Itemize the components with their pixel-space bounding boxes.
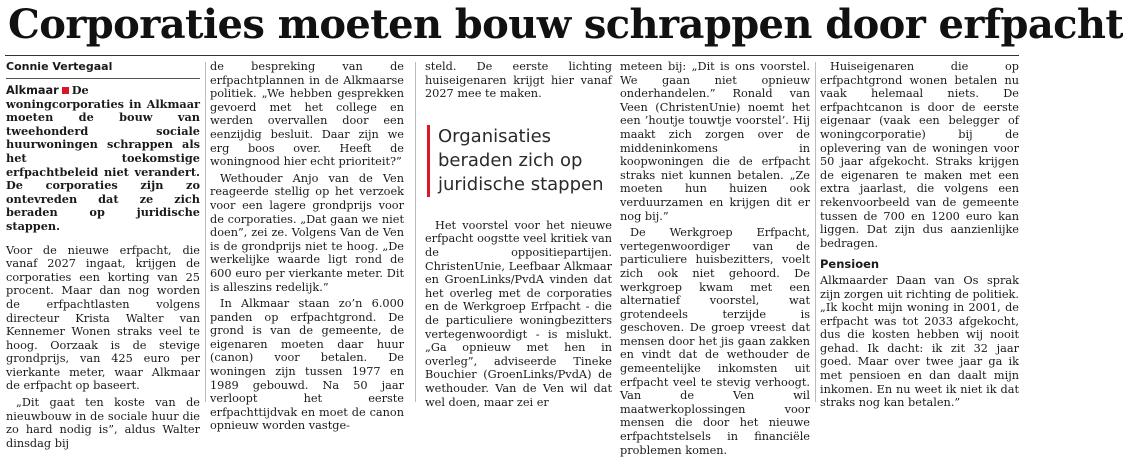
column-5 [820, 60, 1019, 410]
subheading: Pensioen [820, 257, 880, 272]
paragraph: Alkmaarder Daan van Os sprak zijn zorgen uit richting de politiek. „Ik kocht mijn woning in 2001, de erfpacht was tot 2033 afgekocht, dus die kosten hebben wij nooit gehad. Ik dacht: ik zit 32 jaar goed. Maar over twee jaar ga ik met pensioen en dan daalt mijn inkomen. En nu weet ik niet ik dat straks nog kan betalen.” [820, 273, 1019, 410]
dateline-place: Alkmaar [6, 84, 59, 97]
red-square-icon [62, 87, 69, 94]
column-divider [205, 62, 206, 402]
paragraph: Voor de nieuwe erfpacht, die vanaf 2027 ingaat, krijgen de corporaties een korting van 25 procent. Maar dan nog worden de erfpachtlasten volgens directeur Krista Walter van Kennemer Wonen straks veel te hoog. Oorzaak is de stevige grondprijs, van 425 euro per vierkante meter, waar Alkmaar de erfpacht op baseert. [6, 243, 200, 393]
paragraph: meteen bij: „Dit is ons voorstel. We gaan niet opnieuw onderhandelen.” Ronald van Veen (ChristenUnie) noemt het een ’houtje touwtje voorstel’. Hij maakt zich zorgen over de middeninkomens in koopwoningen die de erfpacht straks niet kunnen betalen. „Ze moeten hun huizen ook verduurzamen en krijgen dit er nog bij.” [620, 60, 810, 223]
column-divider [415, 62, 416, 402]
paragraph: „Dit gaat ten koste van de nieuwbouw in de sociale huur die zo hard nodig is”, aldus Walter dinsdag bij [6, 396, 200, 450]
lead-text: De woningcorporaties in Alkmaar moeten de bouw van tweehonderd sociale huurwoningen schrappen als het toekomstige erfpachtbeleid niet verandert. De corporaties zijn zo ontevreden dat ze zich beraden op juridische stappen. [6, 83, 200, 233]
lead-paragraph [6, 84, 200, 234]
pull-quote: Organisaties beraden zich op juridische stappen [427, 125, 612, 197]
paragraph: Het voorstel voor het nieuwe erfpacht oogstte veel kritiek van de oppositiepartijen. ChristenUnie, Leefbaar Alkmaar en GroenLinks/PvdA vinden dat het overleg met de corporaties en de Werkgroep Erfpacht - die de particuliere woningbezitters vertegenwoordigt - is mislukt. „Ga opnieuw met hen in overleg”, adviseerde Tineke Bouchier (GroenLinks/PvdA) de wethouder. Van de Ven wil dat wel doen, maar zei er [425, 218, 612, 409]
headline-rule [5, 55, 1019, 56]
paragraph: de bespreking van de erfpachtplannen in de Alkmaarse politiek. „We hebben gesprekken gevoerd met het college en werden overvallen door een eenzijdig besluit. Daar zijn we erg boos over. Heeft de woningnood hier echt prioriteit?” [210, 60, 404, 169]
paragraph: Huiseigenaren die op erfpachtgrond wonen betalen nu vaak helemaal niets. De erfpachtcanon is door de eerste eigenaar (vaak een belegger of woningcorporatie) bij de oplevering van de woningen voor 50 jaar afgekocht. Straks krijgen de eigenaren te maken met een extra jaarlast, die volgens een rekenvoorbeeld van de gemeente tussen de 700 en 1200 euro kan liggen. Dat zijn dus aanzienlijke bedragen. [820, 60, 1019, 250]
paragraph: steld. De eerste lichting huiseigenaren krijgt hier vanaf 2027 mee te maken. [425, 60, 612, 101]
paragraph: In Alkmaar staan zo’n 6.000 panden op erfpachtgrond. De grond is van de gemeente, de eigenaren moeten daar huur (canon) voor betalen. De woningen zijn tussen 1977 en 1989 gebouwd. Na 50 jaar verloopt het eerste erfpachttijdvak en moet de canon opnieuw worden vastge- [210, 297, 404, 433]
paragraph: De Werkgroep Erfpacht, vertegenwoordiger van de particuliere huisbezitters, voelt zich ook niet gehoord. De werkgroep kwam met een alternatief voorstel, wat grotendeels terzijde is geschoven. De groep vreest dat mensen door het jis gaan zakken en vindt dat de wethouder de gemeentelijke inkomsten uit erfpacht veel te stevig verhoogt. Van de Ven wil maatwerkoplossingen voor mensen die door het nieuwe erfpachtstelsels in financiële problemen komen. [620, 226, 810, 457]
column-4 [620, 60, 810, 457]
column-1 [6, 60, 200, 450]
headline: Corporaties moeten bouw schrappen door erfpacht [8, 1, 1123, 48]
byline: Connie Vertegaal [6, 60, 200, 79]
paragraph: Wethouder Anjo van de Ven reageerde stellig op het verzoek voor een lagere grondprijs voor de corporaties. „Dat gaan we niet doen”, zei ze. Volgens Van de Ven is de grondprijs niet te hoog. „De werkelijke waarde ligt rond de 600 euro per vierkante meter. Dit is alleszins redelijk.” [210, 171, 404, 294]
column-2 [210, 60, 404, 433]
column-3 [425, 60, 612, 409]
column-divider [815, 62, 816, 402]
